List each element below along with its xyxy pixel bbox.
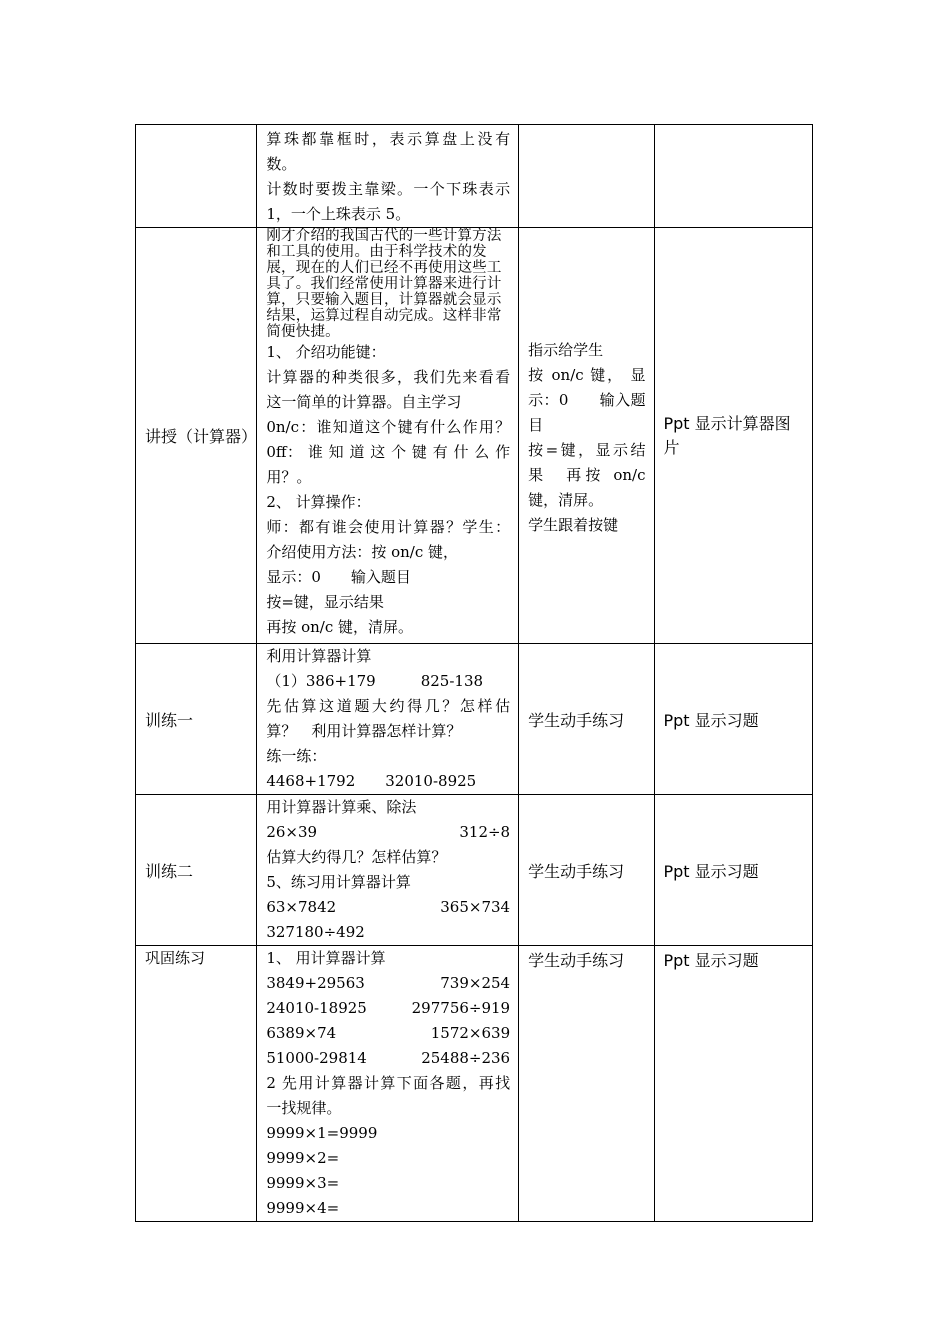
media-cell — [654, 795, 813, 946]
content-line: 1，一个上珠表示 5。 — [266, 205, 411, 223]
content-line: 1、 介绍功能键： — [266, 343, 386, 361]
content-line: 算？ 利用计算器怎样计算？ — [266, 722, 462, 740]
media-label: Ppt 显示习题 — [663, 951, 759, 970]
stage-cell — [136, 125, 257, 228]
expression: 63×7842 — [266, 898, 337, 916]
media-cell — [654, 644, 813, 795]
content-line: 一找规律。 — [266, 1099, 342, 1117]
student-activity-cell — [519, 125, 654, 228]
expression: 365×734 — [440, 898, 511, 916]
content-cell — [257, 228, 519, 644]
content-line: 师：都有谁会使用计算器？学生： — [266, 518, 511, 536]
content-line: （1）386+179 825-138 — [266, 672, 484, 690]
student-activity-cell — [519, 644, 654, 795]
stage-label: 讲授（计算器） — [145, 427, 258, 446]
media-cell — [654, 946, 813, 1222]
stage-cell — [136, 644, 257, 795]
expression: 26×39 — [266, 823, 318, 841]
stage-cell — [136, 946, 257, 1222]
content-line: 9999×1=9999 — [266, 1124, 378, 1142]
content-line: 利用计算器计算 — [266, 647, 372, 665]
student-line: 键，清屏。 — [528, 491, 604, 509]
media-label: Ppt 显示习题 — [663, 710, 759, 730]
expression: 1572×639 — [430, 1024, 511, 1042]
media-cell — [654, 125, 813, 228]
media-label: Ppt 显示习题 — [663, 861, 759, 881]
content-line: 计数时要拨主靠梁。一个下珠表示 — [266, 180, 511, 198]
expression: 312÷8 — [459, 823, 511, 841]
student-line: 按 on/c 键， 显 — [528, 366, 646, 384]
content-line: 2、 计算操作： — [266, 493, 371, 511]
expression: 51000-29814 — [266, 1049, 367, 1067]
media-cell — [654, 228, 813, 644]
expression-pair — [266, 820, 510, 845]
content-line: 用？。 — [266, 468, 312, 486]
content-line: 数。 — [266, 155, 297, 173]
table-row — [136, 228, 813, 644]
student-label: 学生动手练习 — [528, 861, 625, 881]
expression: 6389×74 — [266, 1024, 337, 1042]
content-line: 计算器的种类很多，我们先来看看 — [266, 368, 511, 386]
expression: 25488÷236 — [421, 1049, 511, 1067]
student-line: 目 — [528, 416, 544, 434]
content-cell — [257, 946, 519, 1222]
content-line: 1、 用计算器计算 — [266, 949, 386, 967]
student-label: 学生动手练习 — [528, 710, 625, 730]
content-cell — [257, 795, 519, 946]
content-line: 先估算这道题大约得几？怎样估 — [266, 697, 511, 715]
student-line: 示：0 输入题 — [528, 391, 646, 409]
student-line: 果 再按 on/c — [528, 466, 646, 484]
content-line: 327180÷492 — [266, 923, 365, 941]
table-row — [136, 644, 813, 795]
content-cell — [257, 644, 519, 795]
content-line: 这一简单的计算器。自主学习 — [266, 393, 462, 411]
stage-cell — [136, 228, 257, 644]
student-activity-cell — [519, 946, 654, 1222]
content-line: 再按 on/c 键，清屏。 — [266, 618, 414, 636]
stage-cell — [136, 795, 257, 946]
expression-pair — [266, 1021, 510, 1046]
expression: 739×254 — [440, 974, 511, 992]
content-line: 9999×4= — [266, 1199, 340, 1217]
stage-label: 训练二 — [145, 861, 194, 881]
expression-pair — [266, 1046, 510, 1071]
expression: 3849+29563 — [266, 974, 365, 992]
student-line: 按=键，显示结 — [528, 441, 646, 459]
content-line: 0ff： 谁 知 道 这 个 键 有 什 么 作 — [266, 443, 511, 461]
expression-pair — [266, 971, 510, 996]
table-row — [136, 946, 813, 1222]
content-line: 4468+1792 32010-8925 — [266, 772, 477, 790]
expression-pair — [266, 996, 510, 1021]
content-cell — [257, 125, 519, 228]
content-line: 估算大约得几？怎样估算？ — [266, 848, 447, 866]
table-row — [136, 795, 813, 946]
media-label: Ppt 显示计算器图片 — [663, 413, 791, 457]
stage-label: 训练一 — [145, 710, 194, 730]
expression: 24010-18925 — [266, 999, 367, 1017]
content-line: 显示：0 输入题目 — [266, 568, 411, 586]
content-line: 用计算器计算乘、除法 — [266, 798, 417, 816]
student-line: 指示给学生 — [528, 341, 604, 359]
stage-label: 巩固练习 — [145, 949, 206, 967]
student-activity-cell — [519, 795, 654, 946]
lesson-plan-table — [135, 124, 813, 1222]
content-line: 按=键，显示结果 — [266, 593, 384, 611]
student-label: 学生动手练习 — [528, 951, 625, 970]
content-line: 2 先用计算器计算下面各题，再找 — [266, 1074, 511, 1092]
intro-paragraph: 刚才介绍的我国古代的一些计算方法和工具的使用。由于科学技术的发展，现在的人们已经不再使用这些工具了。我们经常使用计算器来进行计算，只要输入题目，计算器就会显示结果，运算过程自动完成。这样非常简便快捷。 — [266, 228, 502, 340]
content-line: 0n/c：谁知道这个键有什么作用？ — [266, 418, 511, 436]
student-activity-cell — [519, 228, 654, 644]
table-row — [136, 125, 813, 228]
expression: 297756÷919 — [411, 999, 511, 1017]
expression-pair — [266, 895, 510, 920]
content-line: 算珠都靠框时，表示算盘上没有 — [266, 130, 511, 148]
content-line: 练一练： — [266, 747, 327, 765]
content-line: 介绍使用方法：按 on/c 键， — [266, 543, 459, 561]
content-line: 9999×3= — [266, 1174, 340, 1192]
content-line: 9999×2= — [266, 1149, 340, 1167]
student-line: 学生跟着按键 — [528, 516, 619, 534]
content-line: 5、练习用计算器计算 — [266, 873, 411, 891]
